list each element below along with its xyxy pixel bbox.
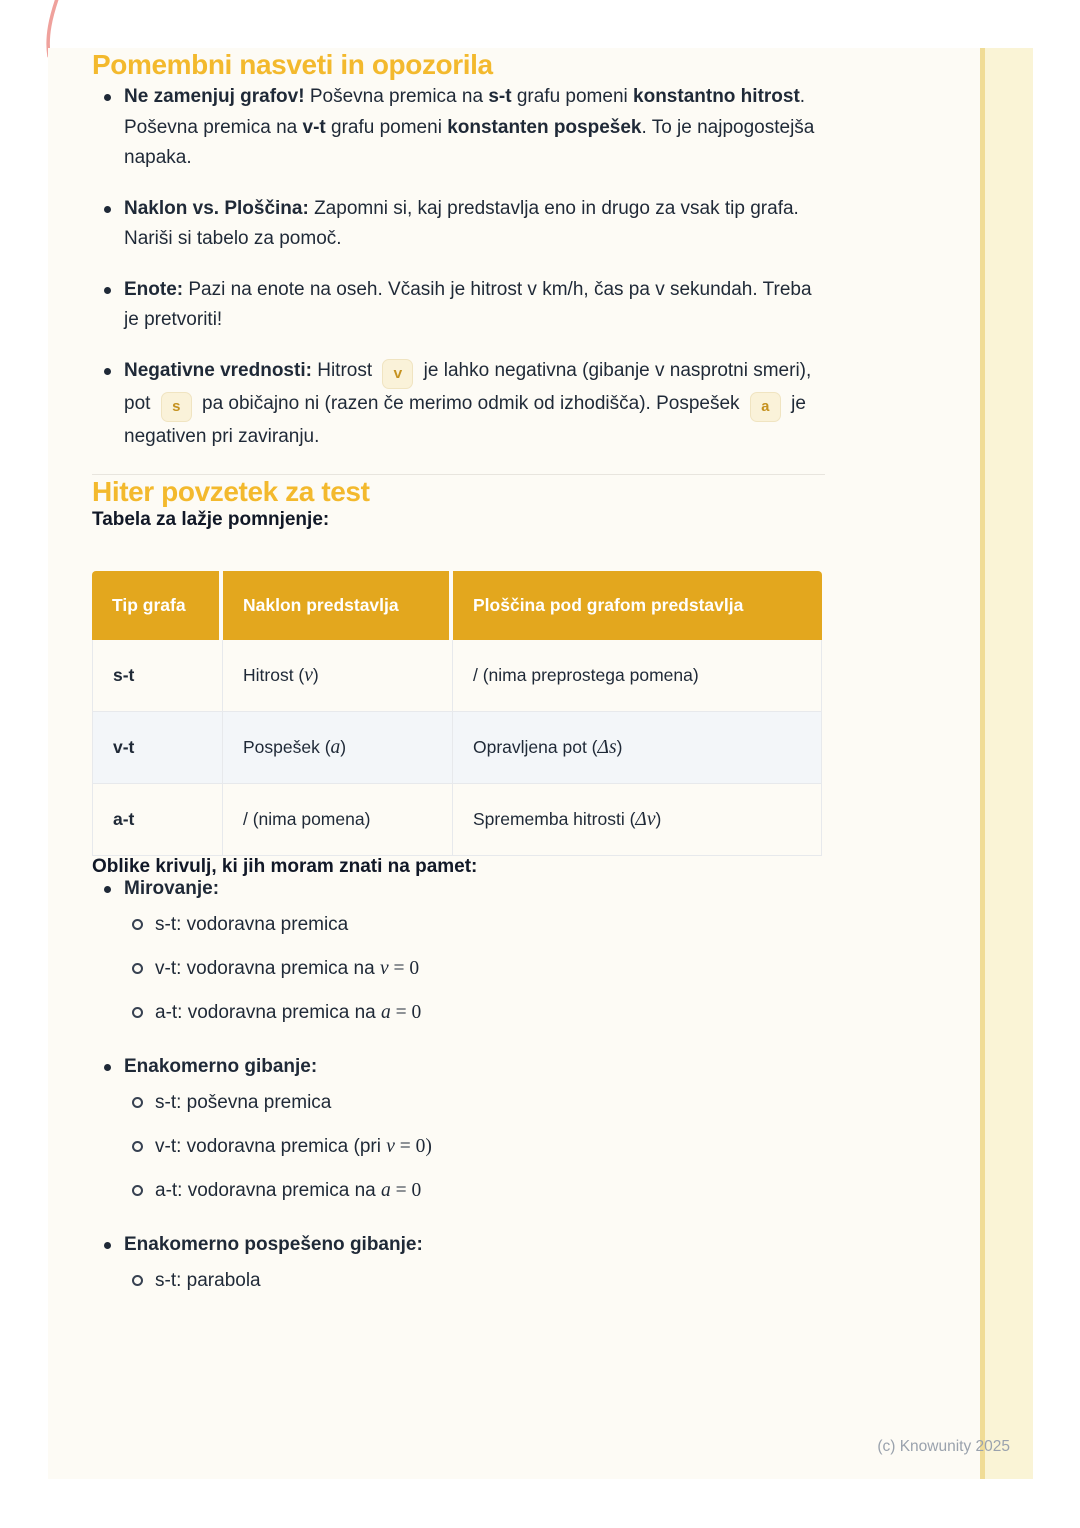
math-variable: a	[381, 1002, 391, 1023]
tip-text: Enote:	[124, 278, 184, 300]
shape-text: v-t: vodoravna premica (pri	[155, 1136, 387, 1157]
tip-text: pa običajno ni (razen če merimo odmik od izhodišča). Pospešek	[196, 392, 745, 414]
table-row	[92, 712, 822, 784]
document-card	[48, 48, 1033, 1479]
shape-group-label: Enakomerno pospešeno gibanje:	[124, 1234, 423, 1255]
shape-group-label: Enakomerno gibanje:	[124, 1056, 318, 1077]
table-head	[92, 571, 822, 640]
tip-text: Ne zamenjuj grafov!	[124, 86, 305, 107]
memory-table	[92, 571, 822, 856]
shape-item	[155, 1269, 825, 1293]
tip-text: Poševna premica na	[304, 86, 489, 107]
shape-item	[155, 1001, 825, 1025]
area-cell	[453, 640, 822, 712]
table-intro: Tabela za lažje pomnjenje:	[92, 509, 330, 530]
cell-text: Opravljena pot (	[473, 737, 598, 757]
cell-text: )	[312, 665, 319, 685]
tip-item	[124, 356, 825, 453]
shape-sublist	[124, 1091, 825, 1203]
shapes-intro: Oblike krivulj, ki jih moram znati na pamet:	[92, 856, 478, 877]
highlight-side-strip	[980, 48, 1033, 1479]
tip-text: konstanten pospešek	[447, 116, 642, 138]
graph-type-cell: v-t	[92, 712, 223, 784]
area-cell	[453, 712, 822, 784]
shape-item	[155, 1135, 825, 1159]
cell-text: / (nima pomena)	[243, 809, 371, 829]
shape-text: a-t: vodoravna premica na	[155, 1180, 382, 1201]
area-cell	[453, 784, 822, 856]
cell-text: Pospešek (	[243, 737, 331, 757]
section-title-summary: Hiter povzetek za test	[92, 476, 370, 507]
math-equation: = 0	[388, 958, 420, 979]
tip-text: . Poševna premica na	[124, 86, 806, 138]
shape-group	[124, 1234, 825, 1293]
cell-text: Sprememba hitrosti (	[473, 809, 636, 829]
math-variable: Δs	[597, 737, 617, 758]
section-title-tips: Pomembni nasveti in opozorila	[92, 49, 493, 80]
tip-text: . To je najpogostejša napaka.	[124, 116, 815, 168]
shape-sublist	[124, 913, 825, 1025]
document-content	[92, 48, 825, 1324]
math-variable: v	[379, 958, 389, 979]
shape-text: v-t: vodoravna premica na	[155, 958, 380, 979]
table-header-cell: Tip grafa	[92, 571, 223, 640]
graph-type-cell: a-t	[92, 784, 223, 856]
table-row	[92, 784, 822, 856]
shape-text: a-t: vodoravna premica na	[155, 1002, 382, 1023]
tip-text: Pazi na enote na oseh. Včasih je hitrost v km/h, čas pa v sekundah. Treba je pretvoriti!	[124, 278, 812, 330]
tips-list	[92, 82, 825, 452]
shape-text: s-t: vodoravna premica	[155, 914, 349, 935]
shapes-list	[92, 878, 825, 1293]
table-header-row	[92, 571, 822, 640]
variable-badge: v	[382, 359, 413, 389]
table-body	[92, 640, 822, 856]
math-variable: a	[330, 737, 341, 758]
shape-item	[155, 913, 825, 937]
table-header-cell: Naklon predstavlja	[223, 571, 453, 640]
shape-text: s-t: poševna premica	[155, 1092, 332, 1113]
tip-item	[124, 275, 825, 336]
math-equation: = 0)	[394, 1136, 432, 1157]
cell-text: )	[616, 737, 623, 757]
cell-text: Hitrost (	[243, 665, 305, 685]
tip-item	[124, 194, 825, 255]
table-header-cell: Ploščina pod grafom predstavlja	[453, 571, 822, 640]
cell-text: )	[655, 809, 662, 829]
math-variable: v	[304, 665, 313, 686]
graph-type-cell: s-t	[92, 640, 223, 712]
shape-group	[124, 878, 825, 1025]
tip-text: grafu pomeni	[325, 116, 448, 138]
slope-cell	[223, 712, 453, 784]
tip-text: je negativen pri zaviranju.	[124, 392, 806, 447]
shape-sublist	[124, 1269, 825, 1293]
math-variable: a	[381, 1180, 391, 1201]
variable-badge: a	[750, 392, 781, 422]
tip-text: s-t	[488, 86, 512, 107]
math-equation: = 0	[390, 1002, 422, 1023]
slope-cell	[223, 640, 453, 712]
tip-text: Naklon vs. Ploščina:	[124, 197, 309, 219]
math-variable: Δv	[635, 809, 656, 830]
copyright-notice: (c) Knowunity 2025	[877, 1438, 1010, 1455]
shape-text: s-t: parabola	[155, 1270, 261, 1291]
shape-group-label: Mirovanje:	[124, 878, 220, 899]
tip-text: Negativne vrednosti:	[124, 359, 312, 381]
tip-text: Zapomni si, kaj predstavlja eno in drugo za vsak tip grafa. Nariši si tabelo za pomoč.	[124, 197, 799, 249]
shape-item	[155, 1179, 825, 1203]
tip-text: grafu pomeni	[511, 86, 634, 107]
tip-text: konstantno hitrost	[633, 86, 800, 107]
shape-item	[155, 1091, 825, 1115]
tip-text: Hitrost	[311, 359, 378, 381]
shape-item	[155, 957, 825, 981]
math-variable: v	[386, 1136, 395, 1157]
tip-text: v-t	[302, 116, 326, 138]
cell-text: )	[340, 737, 347, 757]
table-row	[92, 640, 822, 712]
slope-cell	[223, 784, 453, 856]
tip-text: je lahko negativna (gibanje v nasprotni smeri), pot	[124, 359, 812, 414]
math-equation: = 0	[390, 1180, 422, 1201]
cell-text: / (nima preprostega pomena)	[473, 665, 699, 685]
variable-badge: s	[161, 392, 192, 422]
tip-item	[124, 82, 825, 174]
shape-group	[124, 1056, 825, 1203]
